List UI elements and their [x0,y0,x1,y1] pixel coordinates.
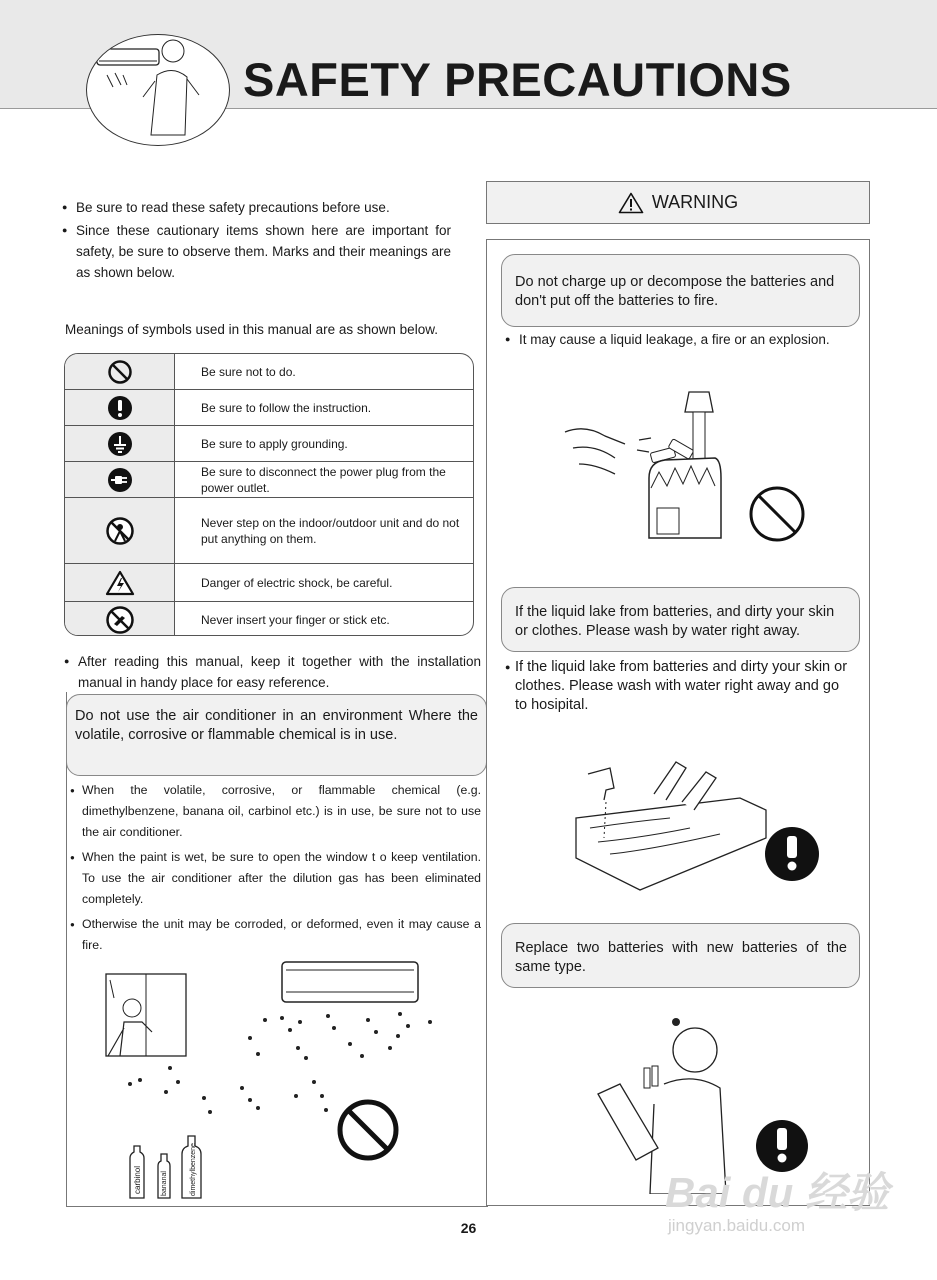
env-bullet: ● Otherwise the unit may be corroded, or deformed, even it may cause a fire. [70,914,481,956]
symbol-row [65,602,473,636]
environment-warning-box: Do not use the air conditioner in an environment Where the volatile, corrosive or flammable chemical is in use. [66,694,487,776]
battery-bullet-text: ● It may cause a liquid leakage, a fire or an explosion. [505,329,860,350]
no-finger-icon [65,602,175,636]
symbol-row [65,498,473,564]
symbol-row [65,390,473,426]
symbol-row [65,354,473,390]
battery-bullet-2 [505,658,855,715]
symbol-table [64,353,474,636]
symbol-meaning: Be sure to follow the instruction. [201,400,372,415]
symbol-row [65,462,473,498]
after-reading-note [64,651,481,693]
liquid-warning-box: If the liquid lake from batteries, and dirty your skin or clothes. Please wash by water right away. [501,587,860,652]
battery-bullet-1 [505,329,860,350]
environment-bullets [70,780,481,956]
intro-item: ● Since these cautionary items shown here are important for safety, be sure to observe them. Marks and their meanings are as shown below. [62,220,451,283]
symbol-row [65,564,473,602]
symbol-meaning: Danger of electric shock, be careful. [201,575,393,590]
page-title: SAFETY PRECAUTIONS [243,53,792,106]
symbol-row [65,426,473,462]
header-illustration [86,34,230,146]
after-reading-item: ● After reading this manual, keep it together with the installation manual in handy place for easy reference. [64,651,481,693]
bottle-label: bananal [161,1171,168,1196]
washing-illustration [570,758,830,898]
intro-list [62,197,451,283]
symbol-meaning: Be sure to disconnect the power plug from the power outlet. [201,464,446,495]
warning-label: WARNING [651,192,739,212]
replace-batteries-box: Replace two batteries with new batteries of the same type. [501,923,860,988]
symbol-meaning: Never step on the indoor/outdoor unit and do not put anything on them. [201,515,460,546]
battery-warning-box: Do not charge up or decompose the batteries and don't put off the batteries to fire. [501,254,860,327]
no-step-icon [65,498,175,563]
watermark-url: jingyan.baidu.com [668,1216,806,1235]
prohibition-icon [751,488,803,540]
electric-shock-icon [65,564,175,601]
battery-fire-illustration [555,388,815,548]
exclamation-icon [765,827,819,881]
battery-bullet-text: ● If the liquid lake from batteries and dirty your skin or clothes. Please wash with water right away and go to hosipital. [505,658,855,715]
watermark-logo: Bai du 经验 [665,1169,890,1216]
exclamation-icon [65,390,175,425]
ventilation-illustration [100,958,450,1203]
bottle-label: dimethylbenzene [190,1143,197,1196]
symbol-meaning: Never insert your finger or stick etc. [201,613,390,627]
env-bullet: ● When the volatile, corrosive, or flammable chemical (e.g. dimethylbenzene, banana oil, carbinol etc.) is in use, be sure not to use the air conditioner. [70,780,481,843]
warning-header [486,181,870,224]
symbol-meaning: Be sure to apply grounding. [201,436,348,451]
bottle-label: carbinol [133,1165,142,1194]
page-number: 26 [460,1220,477,1236]
unplug-icon [65,462,175,497]
symbols-intro: Meanings of symbols used in this manual are as shown below. [65,322,438,337]
symbol-meaning: Be sure not to do. [201,364,296,379]
env-bullet: ● When the paint is wet, be sure to open the window t o keep ventilation. To use the air conditioner after the dilution gas has been eliminated completely. [70,847,481,910]
prohibition-icon [340,1102,396,1158]
intro-item: ● Be sure to read these safety precautions before use. [62,197,451,218]
warning-triangle-icon [618,192,644,214]
ground-icon [65,426,175,461]
prohibition-icon [65,354,175,389]
